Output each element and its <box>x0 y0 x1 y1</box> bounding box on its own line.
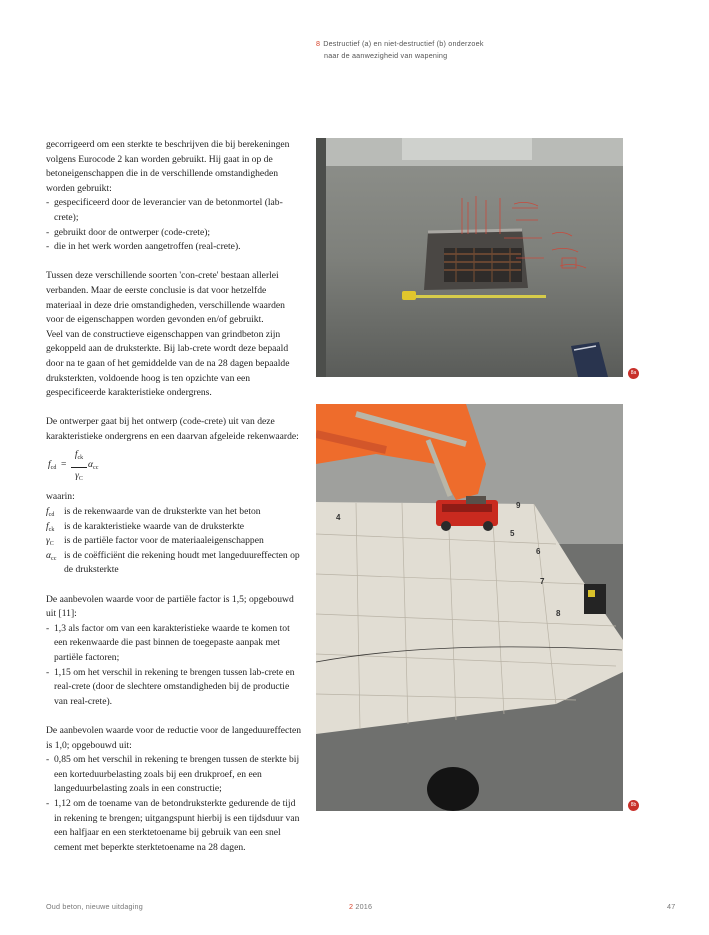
paragraph: Veel van de constructieve eigenschappen van grindbeton zijn gekoppeld aan de druksterkte. Bij lab-crete wordt deze bepaald door na te gaan of het gemiddelde van de na 28 dagen bepaalde druksterkten, voldoende hoog is ten opzichte van een gespecificeerde karakteristieke ondergrens. <box>46 328 290 399</box>
list-item: - die in het werk worden aangetroffen (real-crete). <box>46 240 302 255</box>
paragraph: De aanbevolen waarde voor de reductie voor de langeduureffecten is 1,0; opgebouwd uit: <box>46 724 301 751</box>
definition-item: $f_{cd}$ is de rekenwaarde van de druksterkte van het beton <box>46 506 261 519</box>
formula-lhs: $f_{cd}$ <box>48 459 57 472</box>
caption-text-2: naar de aanwezigheid van wapening <box>324 51 448 60</box>
figure-caption <box>316 38 676 62</box>
caption-text-1: Destructief (a) en niet-destructief (b) onderzoek <box>323 39 484 48</box>
definition-item: $\gamma_C$ is de partiële factor voor de materiaaleigenschappen <box>46 535 264 548</box>
paragraph: Tussen deze verschillende soorten 'con-crete' bestaan allerlei verbanden. Maar de eerste conclusie is dat voor hetzelfde materiaal in deze drie omstandigheden, verschillende waarden voor de eigenschappen worden gevonden en/of gebruikt. <box>46 270 285 326</box>
list-item: - gespecificeerd door de leverancier van de betonmortel (lab-crete); <box>46 196 302 225</box>
photo-destructive-test <box>316 138 623 377</box>
list-item: - 0,85 om het verschil in rekening te brengen tussen de sterkte bij een korteduurbelasting zoals bij een drukproef, en een langeduurbelasting zoals in een constructie; <box>46 753 302 797</box>
formula-equals: = <box>61 459 67 471</box>
sheet-number: 8 <box>556 609 561 618</box>
sheet-number: 4 <box>336 513 341 522</box>
list-item: - gebruikt door de ontwerper (code-crete); <box>46 226 302 241</box>
sheet-number: 6 <box>536 547 541 556</box>
photo-non-destructive-test <box>316 404 623 811</box>
figure-number: 8 <box>316 39 321 48</box>
photo-b-illustration <box>316 404 623 811</box>
formula-fraction: $f_{ck}$ $\gamma_C$ <box>71 448 87 486</box>
photo-a-badge: 8a <box>628 368 639 379</box>
body-column <box>46 138 302 855</box>
footer-year: 2016 <box>355 902 373 911</box>
sheet-number: 5 <box>510 529 515 538</box>
list-item: - 1,12 om de toename van de betondruksterkte gedurende de tijd in rekening te brengen; uitgangspunt hierbij is een tijdsduur van een halfjaar en een sterktetoename bij gebruik van een snel cement met beperkte sterktetoename na 28 dagen. <box>46 797 302 855</box>
footer-title: Oud beton, nieuwe uitdaging <box>46 902 143 911</box>
design-value-formula <box>46 448 302 488</box>
paragraph: De ontwerper gaat bij het ontwerp (code-crete) uit van deze karakteristieke ondergrens en een daarvan afgeleide rekenwaarde: <box>46 416 299 442</box>
caption-line-1 <box>316 38 676 50</box>
photo-a-illustration <box>316 138 623 377</box>
paragraph: gecorrigeerd om een sterkte te beschrijven die bij berekeningen volgens Eurocode 2 kan worden gebruikt. Hij gaat in op de betoneigenschappen die in de verschillende omstandigheden worden gebruikt: <box>46 139 290 194</box>
photo-b-badge: 8b <box>628 800 639 811</box>
definition-item: $\alpha_{cc}$ is de coëfficiënt die rekening houdt met langeduureffecten op de druksterkte <box>46 549 300 576</box>
list-item: - 1,3 als factor om van een karakteristieke waarde te komen tot een rekenwaarde die past binnen de toegepaste aanpak met partiële factoren; <box>46 622 302 666</box>
paragraph: De aanbevolen waarde voor de partiële factor is 1,5; opgebouwd uit [11]: <box>46 593 294 620</box>
waarin-label: waarin: <box>46 491 75 503</box>
definition-item: $f_{ck}$ is de karakteristieke waarde van de druksterkte <box>46 520 245 533</box>
formula-factor: $\alpha_{cc}$ <box>88 459 99 472</box>
list-item: - 1,15 om het verschil in rekening te brengen tussen lab-crete en real-crete (door de slechtere omstandigheden bij de productie van real-crete). <box>46 666 302 710</box>
page-number: 47 <box>667 902 676 911</box>
sheet-number: 7 <box>540 577 545 586</box>
sheet-number: 9 <box>516 501 521 510</box>
footer-issue-number: 2 <box>349 902 354 911</box>
footer-issue <box>349 902 372 911</box>
